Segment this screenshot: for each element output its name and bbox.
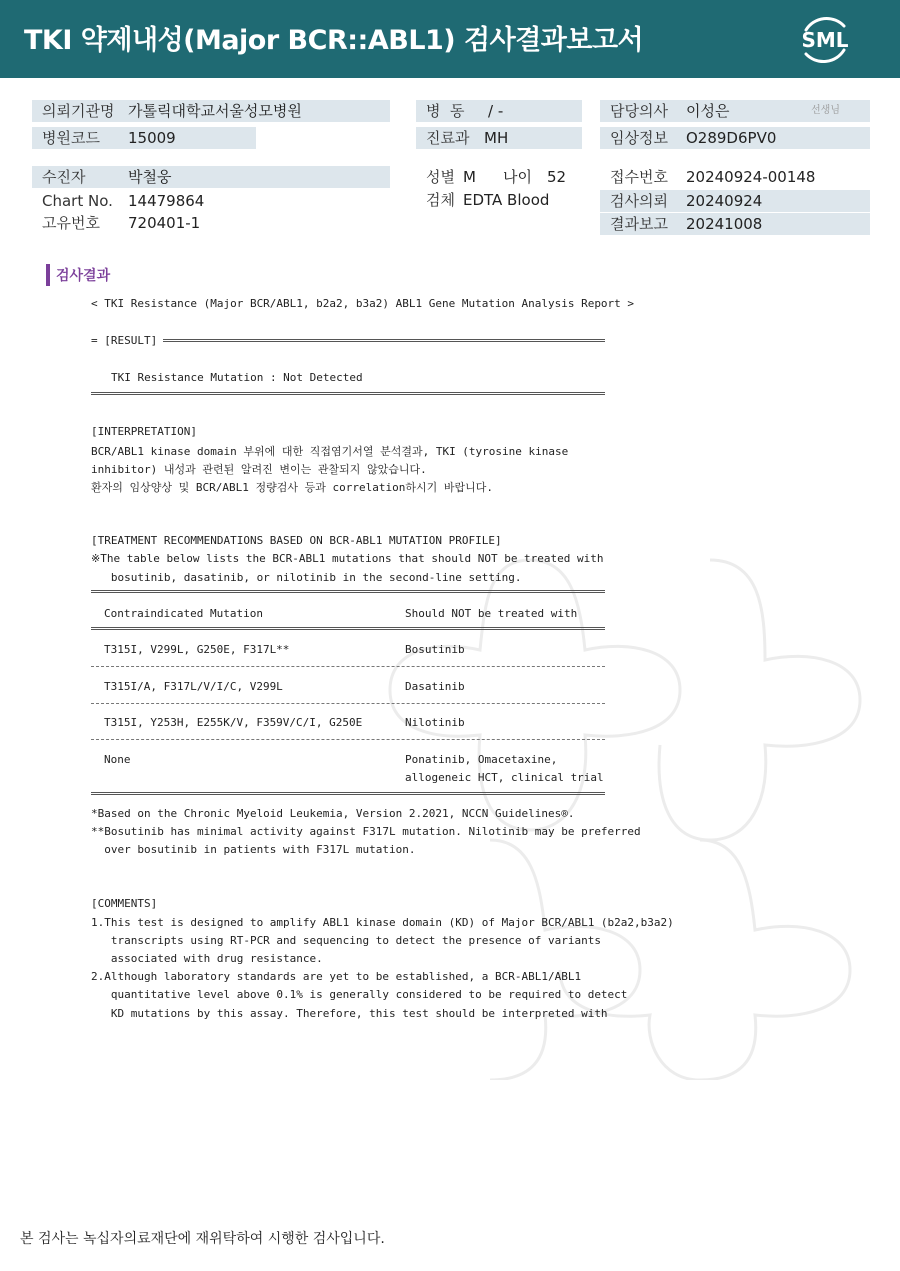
footer-note: 본 검사는 녹십자의료재단에 재위탁하여 시행한 검사입니다. [20, 1231, 385, 1247]
specimen-field [416, 189, 596, 211]
interpretation-line: inhibitor) 내성과 관련된 알려진 변이는 관찰되지 않았습니다. [91, 463, 427, 476]
logo-text: SML [801, 28, 849, 52]
comment-line: quantitative level above 0.1% is generally considered to be required to detect [91, 988, 628, 1001]
table-row-mutation: T315I/A, F317L/V/I/C, V299L [104, 680, 283, 693]
table-bottom-rule [91, 792, 605, 795]
table-row-drug: Bosutinib [405, 643, 465, 656]
table-header-rule [91, 627, 605, 630]
table-row-rule [91, 703, 605, 704]
receipt-no-value: 20240924-00148 [686, 168, 816, 186]
sex-age-field [416, 166, 596, 188]
specimen-value: EDTA Blood [463, 191, 550, 209]
request-date-value: 20240924 [686, 192, 763, 210]
ward-value: / - [488, 102, 504, 120]
table-row-drug: allogeneic HCT, clinical trial [405, 771, 604, 784]
sex-value: M [463, 168, 476, 186]
ward-label: 병 동 [426, 102, 465, 120]
clinical-info-label: 임상정보 [610, 129, 668, 147]
comment-line: transcripts using RT-PCR and sequencing to detect the presence of variants [91, 934, 601, 947]
comment-line: associated with drug resistance. [91, 952, 323, 965]
report-heading: < TKI Resistance (Major BCR/ABL1, b2a2, b3a2) ABL1 Gene Mutation Analysis Report > [91, 297, 635, 310]
report-date-field [600, 213, 870, 235]
result-text: TKI Resistance Mutation : Not Detected [111, 371, 363, 384]
request-date-label: 검사의뢰 [610, 192, 668, 210]
receipt-no-field [600, 166, 870, 188]
treatment-note-line: ※The table below lists the BCR-ABL1 mutations that should NOT be treated with [91, 552, 604, 565]
comment-line: 1.This test is designed to amplify ABL1 kinase domain (KD) of Major BCR/ABL1 (b2a2,b3a2) [91, 916, 674, 929]
footnote-line: *Based on the Chronic Myeloid Leukemia, Version 2.2021, NCCN Guidelines®. [91, 807, 575, 820]
table-row-rule [91, 739, 605, 740]
age-value: 52 [547, 168, 567, 186]
hospital-code-label: 병원코드 [42, 129, 100, 147]
doctor-value: 이성은 [686, 102, 730, 120]
unique-no-field [32, 212, 390, 234]
doctor-field [600, 100, 870, 122]
patient-field [32, 166, 390, 188]
table-header-drug: Should NOT be treated with [405, 607, 578, 620]
sml-logo-icon [796, 12, 854, 68]
ward-field [416, 100, 582, 122]
receipt-no-label: 접수번호 [610, 168, 668, 186]
treatment-title: [TREATMENT RECOMMENDATIONS BASED ON BCR-ABL1 MUTATION PROFILE] [91, 534, 502, 547]
interpretation-title: [INTERPRETATION] [91, 425, 197, 438]
chart-no-label: Chart No. [42, 192, 113, 210]
age-label: 나이 [503, 168, 532, 186]
section-accent-bar [46, 264, 50, 286]
doctor-label: 담당의사 [610, 102, 668, 120]
table-row-mutation: T315I, Y253H, E255K/V, F359V/C/I, G250E [104, 716, 363, 729]
footnote-line: over bosutinib in patients with F317L mutation. [91, 843, 416, 856]
table-row-drug: Nilotinib [405, 716, 465, 729]
comments-title: [COMMENTS] [91, 897, 158, 910]
interpretation-line: 환자의 임상양상 및 BCR/ABL1 정량검사 등과 correlation하시기 바랍니다. [91, 481, 493, 494]
section-title: 검사결과 [56, 268, 111, 284]
specimen-label: 검체 [426, 191, 455, 209]
clinical-info-field [600, 127, 870, 149]
sex-label: 성별 [426, 168, 455, 186]
hospital-code-field [32, 127, 256, 149]
result-label: = [RESULT] [91, 334, 164, 347]
report-header [0, 0, 900, 78]
footnote-line: **Bosutinib has minimal activity against F317L mutation. Nilotinib may be preferred [91, 825, 641, 838]
table-header-mutation: Contraindicated Mutation [104, 607, 263, 620]
result-label-rule [163, 339, 605, 342]
comment-line: KD mutations by this assay. Therefore, this test should be interpreted with [91, 1007, 608, 1020]
chart-no-field [32, 190, 390, 212]
patient-value: 박철웅 [128, 168, 172, 186]
department-value: MH [484, 129, 509, 147]
table-row-drug: Ponatinib, Omacetaxine, [405, 753, 558, 766]
table-row-rule [91, 666, 605, 667]
clinical-info-value: O289D6PV0 [686, 129, 777, 147]
unique-no-label: 고유번호 [42, 214, 100, 232]
report-title: TKI 약제내성(Major BCR::ABL1) 검사결과보고서 [24, 25, 644, 56]
unique-no-value: 720401-1 [128, 214, 201, 232]
table-top-rule [91, 590, 605, 593]
patient-label: 수진자 [42, 168, 86, 186]
request-date-field [600, 190, 870, 212]
treatment-note-line: bosutinib, dasatinib, or nilotinib in the second-line setting. [91, 571, 522, 584]
institution-value: 가톨릭대학교서울성모병원 [128, 102, 302, 120]
table-row-mutation: None [104, 753, 131, 766]
department-label: 진료과 [426, 129, 470, 147]
chart-no-value: 14479864 [128, 192, 205, 210]
hospital-code-value: 15009 [128, 129, 176, 147]
interpretation-line: BCR/ABL1 kinase domain 부위에 대한 직접염기서열 분석결과, TKI (tyrosine kinase [91, 445, 569, 458]
result-rule [91, 392, 605, 395]
comment-line: 2.Although laboratory standards are yet to be established, a BCR-ABL1/ABL1 [91, 970, 582, 983]
doctor-honorific: 선생님 [811, 105, 840, 116]
institution-field [32, 100, 390, 122]
table-row-drug: Dasatinib [405, 680, 465, 693]
report-date-label: 결과보고 [610, 215, 668, 233]
report-date-value: 20241008 [686, 215, 763, 233]
table-row-mutation: T315I, V299L, G250E, F317L** [104, 643, 290, 656]
department-field [416, 127, 582, 149]
institution-label: 의뢰기관명 [42, 102, 115, 120]
